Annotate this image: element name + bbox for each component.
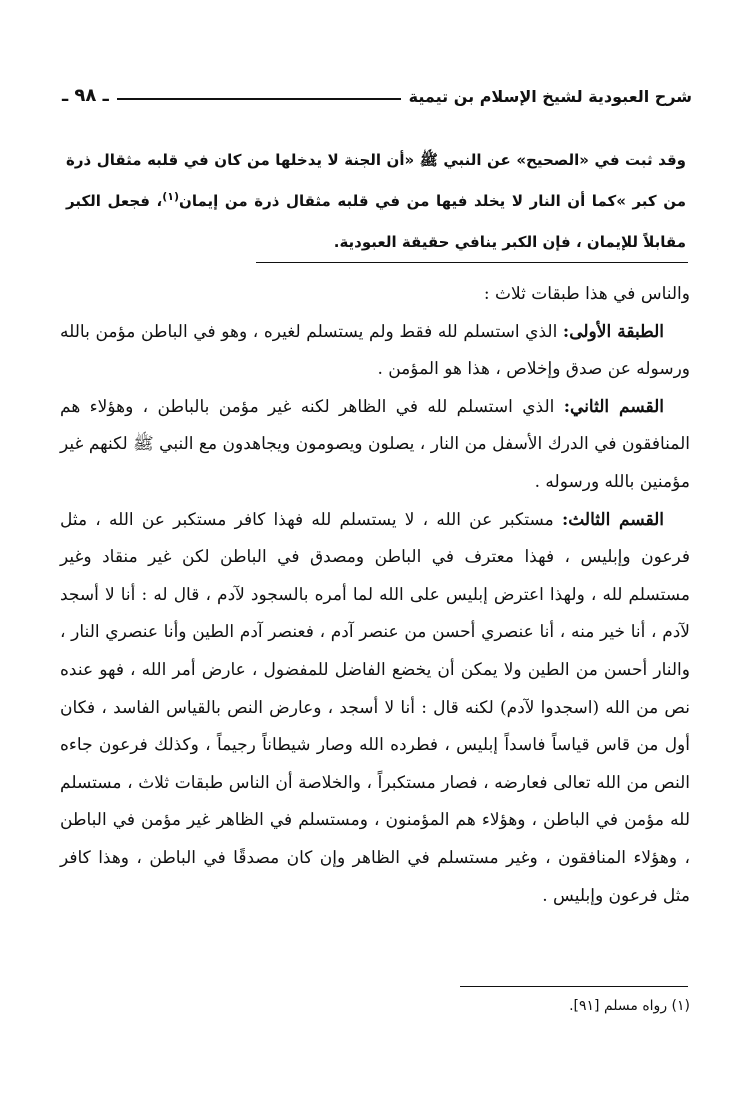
quote-separator-rule xyxy=(256,262,688,263)
quoted-hadith-block xyxy=(66,140,686,263)
footnote-rule xyxy=(460,986,688,987)
intro-paragraph: والناس في هذا طبقات ثلاث : xyxy=(483,284,690,304)
book-title: شرح العبودية لشيخ الإسلام بن تيمية xyxy=(408,87,692,106)
footnote: (١) رواه مسلم [٩١]. xyxy=(569,998,690,1014)
running-header xyxy=(62,76,692,106)
section-2-label: القسم الثاني: xyxy=(563,396,665,417)
quote-text-after: ، فجعل الكبر مقابلاً للإيمان ، فإن الكبر ينافي حقيقة العبودية. xyxy=(66,192,686,251)
quote-paragraph xyxy=(66,140,686,263)
section-3-text: مستكبر عن الله ، لا يستسلم لله فهذا كافر مستكبر عن الله ، مثل فرعون وإبليس ، فهذا معترف في الباطن ومصدق في الباطن لكن غير منقاد وغير مستسلم لله ، ولهذا اعترض إبليس على الله لما أمره بالسجود لآدم ، قال له : أنا لا أسجد لآدم ، أنا خير منه ، أنا عنصري أحسن من عنصر آدم ، فعنصر آدم الطين وأنا عنصري النار ، والنار أحسن من الطين ولا يمكن أن يخضع الفاضل للمفضول ، عارض أمر الله ، فهو عنده نص من الله (اسجدوا لآدم) لكنه قال : أنا لا أسجد ، وعارض النص بالقياس الفاسد ، فكان أول من قاس قياساً فاسداً إبليس ، فطرده الله وصار شيطاناً رجيماً ، وكذلك فرعون جاءه النص من الله تعالى فعارضه ، فصار مستكبراً ، والخلاصة أن الناس طبقات ثلاث ، مستسلم لله مؤمن في الباطن ، وهؤلاء هم المؤمنون ، ومستسلم في الظاهر غير مؤمن في الباطن ، وهؤلاء المنافقون ، وغير مستسلم في الظاهر وإن كان مصدقًا في الباطن ، وهذا كافر مثل فرعون وإبليس . xyxy=(60,509,690,906)
section-1-paragraph xyxy=(60,314,690,389)
main-text xyxy=(60,276,690,915)
section-2-paragraph xyxy=(60,389,690,502)
footnote-marker[interactable]: (١) xyxy=(162,190,180,203)
page-number: ـ ٩٨ ـ xyxy=(62,85,109,106)
header-rule xyxy=(117,98,401,100)
section-2-text: الذي استسلم لله في الظاهر لكنه غير مؤمن بالباطن ، وهؤلاء هم المنافقون في الدرك الأسفل من النار ، يصلون ويصومون ويجاهدون مع النبي ﷺ لكنهم غير مؤمنين بالله ورسوله . xyxy=(60,396,690,492)
section-3-paragraph xyxy=(60,502,690,916)
quote-text-before: وقد ثبت في «الصحيح» عن النبي ﷺ «أن الجنة لا يدخلها من كان في قلبه مثقال ذرة من كبر »كما أن النار لا يخلد فيها من في قلبه مثقال ذرة من إيمان xyxy=(66,151,686,210)
section-3-label: القسم الثالث: xyxy=(561,509,665,530)
section-1-text: الذي استسلم لله فقط ولم يستسلم لغيره ، وهو في الباطن مؤمن بالله ورسوله عن صدق وإخلاص ، هذا هو المؤمن . xyxy=(60,321,690,380)
section-1-label: الطبقة الأولى: xyxy=(562,321,664,342)
